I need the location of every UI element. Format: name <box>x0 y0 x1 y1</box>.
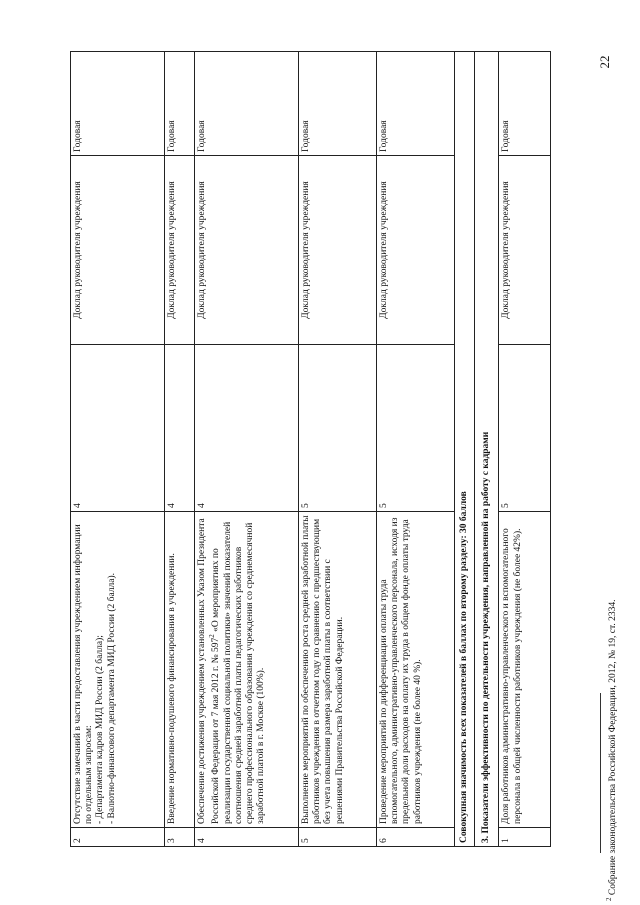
row-number: 5 <box>299 828 377 847</box>
period-cell: Годовая <box>299 52 377 156</box>
total-row <box>455 52 475 847</box>
table-row <box>499 52 551 847</box>
table-row <box>299 52 377 847</box>
source-cell: Доклад руководителя учреждения <box>165 156 195 345</box>
table-row <box>377 52 455 847</box>
rotated-table-container <box>70 52 539 847</box>
period-cell: Годовая <box>165 52 195 156</box>
total-text: Совокупная значимость всех показателей в баллах по второму разделу: 30 баллов <box>455 52 475 847</box>
criterion-cell: Выполнение мероприятий по обеспечению роста средней заработной платы работников учреждения в отчетном году по сравнению с предшествующим без учета повышения размера заработной платы в соответствии с решениями Правительства Российской Федерации. <box>299 512 377 828</box>
row-number: 4 <box>195 828 299 847</box>
criterion-cell <box>71 512 165 828</box>
source-cell: Доклад руководителя учреждения <box>499 156 551 345</box>
source-cell: Доклад руководителя учреждения <box>71 156 165 345</box>
footnote-ref: 2 <box>208 634 217 638</box>
criterion-text: Обеспечение достижения учреждением установленных Указом Президента Российской Федерации от 7 мая 2012 г. № 597 <box>197 518 222 824</box>
row-number: 2 <box>71 828 165 847</box>
section-heading: 3. Показатели эффективности по деятельности учреждения, направленной на работу с кадрами <box>475 52 499 847</box>
row-number: 3 <box>165 828 195 847</box>
points-cell: 5 <box>499 345 551 512</box>
table-row <box>165 52 195 847</box>
row-number: 6 <box>377 828 455 847</box>
criterion-cell: Доля работников административно-управленческого и вспомогательного персонала в общей численности работников учреждения (не более 42%). <box>499 512 551 828</box>
criterion-cell: Проведение мероприятий по дифференциации оплаты труда вспомогательного, административно-управленческого персонала, исходя из предельной доли расходов на оплату их труда в общем фонде оплаты труда работников учреждения (не более 40 %). <box>377 512 455 828</box>
criterion-text: Отсутствие замечаний в части предоставления учреждением информации по отдельным запросам: - Департамента кадров МИД России (2 балла); - Валютно-финансового департамента МИД России (2 балла). <box>73 524 117 824</box>
source-cell: Доклад руководителя учреждения <box>377 156 455 345</box>
points-cell: 4 <box>195 345 299 512</box>
footnote-text <box>605 601 627 901</box>
page-number: 22 <box>597 55 612 69</box>
criterion-cell: Введение нормативно-подушевого финансирования в учреждении. <box>165 512 195 828</box>
period-cell: Годовая <box>499 52 551 156</box>
source-cell: Доклад руководителя учреждения <box>299 156 377 345</box>
criterion-cell <box>195 512 299 828</box>
points-cell: 4 <box>71 345 165 512</box>
points-cell: 5 <box>299 345 377 512</box>
period-cell: Годовая <box>377 52 455 156</box>
period-cell: Годовая <box>195 52 299 156</box>
footnote-mark: 2 <box>605 897 613 901</box>
footnote-body: Собрание законодательства Российской Федерации, 2012, № 19, ст. 2334. <box>608 599 619 898</box>
table-row <box>195 52 299 847</box>
section-heading-row <box>475 52 499 847</box>
criterion-text-rest: «О мероприятиях по реализации государственной социальной политики» значений показателей соотношения средней заработной платы педагогических работников среднего профессионального образования учреждения со среднемесячной заработной платой в г. Москве (100%). <box>211 521 267 824</box>
footnote <box>606 600 628 900</box>
source-cell: Доклад руководителя учреждения <box>195 156 299 345</box>
points-cell: 4 <box>165 345 195 512</box>
points-cell: 5 <box>377 345 455 512</box>
footnote-separator <box>600 693 601 853</box>
indicators-table <box>70 51 551 847</box>
table-row <box>71 52 165 847</box>
period-cell: Годовая <box>71 52 165 156</box>
row-number: 1 <box>499 828 551 847</box>
